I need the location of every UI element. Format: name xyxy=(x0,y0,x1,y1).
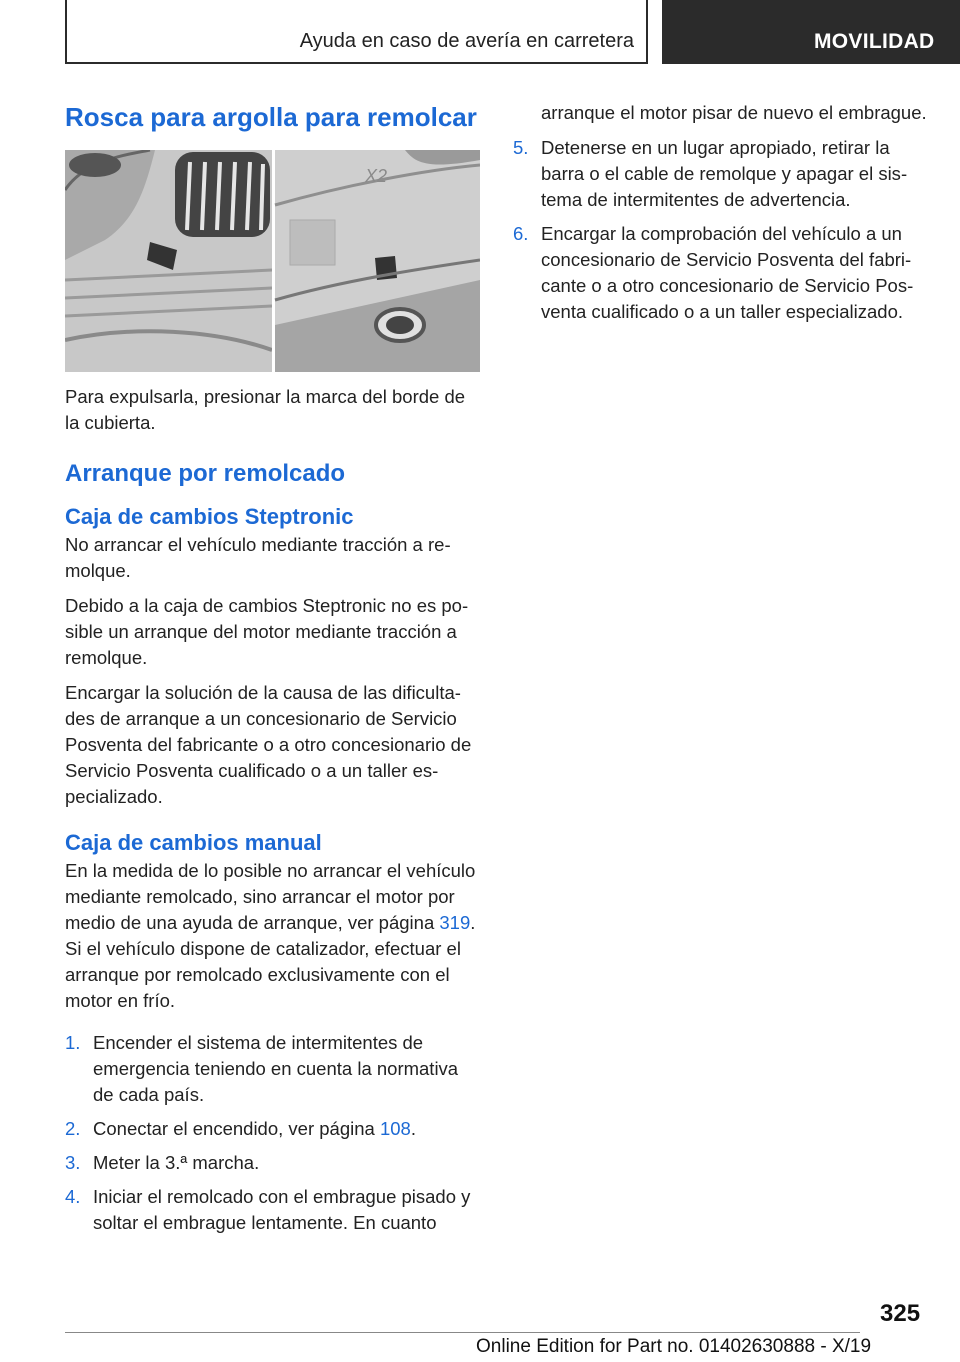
eject-paragraph: Para expulsarla, presionar la marca del borde de la cubierta. xyxy=(65,386,466,433)
steptronic-paragraph-1: No arrancar el vehículo mediante tracción a remolque. xyxy=(65,534,451,581)
step-number: 4. xyxy=(65,1186,81,1207)
header-chapter-tab[interactable] xyxy=(662,0,960,64)
page-link-319[interactable]: 319 xyxy=(439,912,471,933)
list-item xyxy=(65,1184,480,1236)
footer-edition: Online Edition for Part no. 01402630888 - X/19 xyxy=(476,1336,872,1357)
step-text-a: Conectar el encendido, ver página xyxy=(93,1118,380,1139)
model-badge: X2 xyxy=(365,166,388,186)
steps-list-left xyxy=(65,1030,480,1236)
heading-steptronic: Caja de cambios Steptronic xyxy=(65,504,354,529)
manual-paragraph xyxy=(65,858,480,1014)
steptronic-paragraph-2: Debido a la caja de cambios Steptronic no es posible un arranque del motor mediante tracción a remolque. xyxy=(65,595,469,668)
heading-tow-thread: Rosca para argolla para remolcar xyxy=(65,102,477,132)
header-chapter-label: MOVILIDAD xyxy=(814,30,935,53)
step-number: 6. xyxy=(513,223,529,244)
list-item xyxy=(513,221,928,325)
right-column xyxy=(513,100,928,333)
steptronic-paragraph-3: Encargar la solución de la causa de las dificultades de arranque a un concesionario de Servicio Posventa del fabricante o a otro concesionario de Servicio Posventa cualificado o a un taller especializado. xyxy=(65,682,472,807)
page-link-108[interactable]: 108 xyxy=(379,1118,411,1139)
manual-text-b: . Si el vehículo dispone de catalizador, efectuar el arranque por remolcado exclusivamente con el motor en frío. xyxy=(65,912,476,1011)
left-column xyxy=(65,100,480,1244)
manual-text-a: En la medida de lo posible no arrancar el vehículo mediante remolcado, sino arrancar el motor por medio de una ayuda de arranque, ver página xyxy=(65,860,476,933)
steps-list-right xyxy=(513,135,928,325)
list-item xyxy=(65,1030,480,1108)
step-text: Meter la 3.ª marcha. xyxy=(93,1152,260,1173)
step-text: Detenerse en un lugar apropiado, retirar la barra o el cable de remolque y apagar el sistema de intermitentes de advertencia. xyxy=(541,137,908,210)
page-number: 325 xyxy=(880,1300,921,1327)
list-item xyxy=(65,1150,480,1176)
step-text: Encender el sistema de intermitentes de emergencia teniendo en cuenta la normativa de cada país. xyxy=(93,1032,459,1105)
header-section-box xyxy=(65,0,648,64)
step-text-b: . xyxy=(410,1118,416,1139)
heading-manual: Caja de cambios manual xyxy=(65,830,322,855)
tow-thread-illustration xyxy=(65,150,480,372)
step-number: 1. xyxy=(65,1032,81,1053)
step-number: 3. xyxy=(65,1152,81,1173)
header-section-title: Ayuda en caso de avería en carretera xyxy=(299,30,634,52)
step-text: Encargar la comprobación del vehículo a un concesionario de Servicio Posventa del fabricante o a otro concesionario de Servicio Posventa cualificado o a un taller especializado. xyxy=(541,223,914,322)
step-number: 2. xyxy=(65,1118,81,1139)
car-bumper-illustration xyxy=(65,150,480,372)
list-item xyxy=(65,1116,480,1142)
step-text: Iniciar el remolcado con el embrague pisado y soltar el embrague lentamente. En cuanto xyxy=(93,1186,471,1233)
footer-divider xyxy=(65,1332,860,1333)
step-number: 5. xyxy=(513,137,529,158)
heading-tow-start: Arranque por remolcado xyxy=(65,460,346,487)
list-item xyxy=(513,135,928,213)
continued-step-text: arranque el motor pisar de nuevo el embrague. xyxy=(541,102,927,123)
